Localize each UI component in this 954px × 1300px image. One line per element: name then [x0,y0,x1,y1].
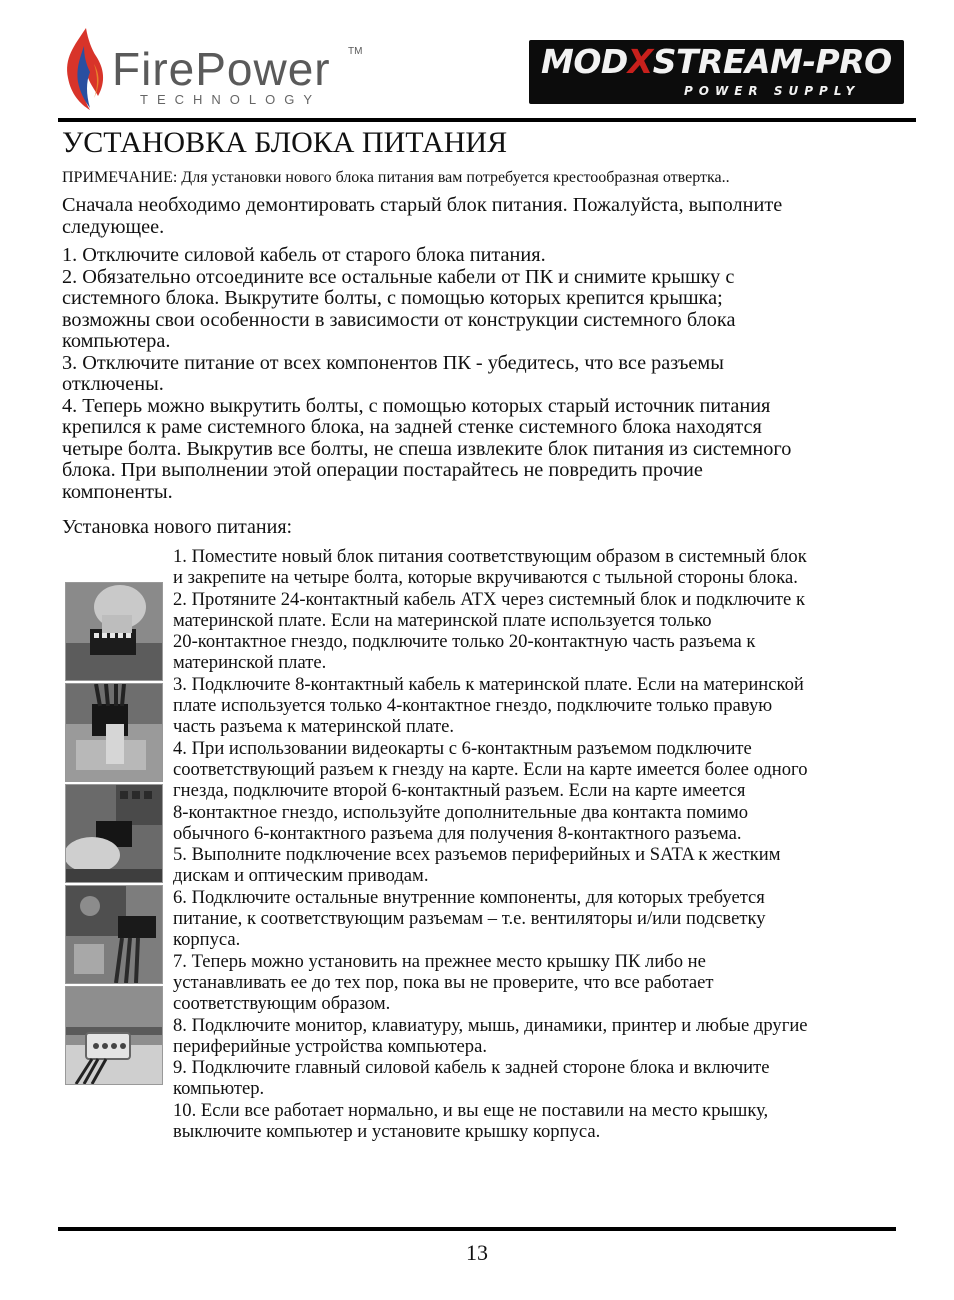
text-line: корпуса. [173,929,241,951]
text-line: компоненты. [62,480,173,503]
flame-icon [60,24,114,112]
text-line: 8-контактное гнездо, используйте дополнительные два контакта помимо [173,801,749,823]
trademark-mark: TM [348,46,363,57]
text-line: 7. Теперь можно установить на прежнее место крышку ПК либо не [173,950,706,972]
note-text: Для установки нового блока питания вам потребуется крестообразная отвертка.. [181,169,730,186]
text-line: соответствующим образом. [173,993,391,1015]
text-line: 1. Поместите новый блок питания соответствующим образом в системный блок [173,546,807,567]
text-line: четыре болта. Выкрутив все болты, не спеша извлеките блок питания из системного [62,437,792,460]
product-logo-x: X [627,42,653,81]
header-divider [58,118,916,122]
text-line: 5. Выполните подключение всех разъемов периферийных и SATA к жестким [173,844,781,866]
text-line: блока. При выполнении этой операции постарайтесь не повредить прочие [62,459,703,481]
text-line: возможны свои особенности в зависимости от конструкции системного блока [62,308,736,331]
text-line: отключены. [62,373,164,395]
text-line: 10. Если все работает нормально, и вы еще не поставили на место крышку, [173,1099,769,1121]
photo-molex-connector [65,986,163,1085]
firepower-logo [60,24,370,114]
product-logo [529,40,904,104]
photo-graphics-card-connector [65,784,163,883]
text-line: выключите компьютер и установите крышку корпуса. [173,1121,601,1143]
page-title: УСТАНОВКА БЛОКА ПИТАНИЯ [62,126,508,159]
text-line: 8. Подключите монитор, клавиатуру, мышь, динамики, принтер и любые другие [173,1014,808,1036]
text-line: и закрепите на четыре болта, которые вкручиваются с тыльной стороны блока. [173,567,798,589]
footer-divider [58,1227,896,1231]
product-logo-subtitle: POWER SUPPLY [684,84,861,98]
note-label: ПРИМЕЧАНИЕ: [62,169,178,186]
text-line: гнезда, подключите второй 6-контактный разъем. Если на карте имеется [173,780,746,802]
text-line: компьютера. [62,330,171,352]
text-line: часть разъема к материнской плате. [173,716,455,738]
removal-steps [62,245,912,503]
text-line: Сначала необходимо демонтировать старый блок питания. Пожалуйста, выполните [62,194,783,216]
note [62,169,730,187]
text-line: компьютер. [173,1078,265,1100]
text-line: питание, к соответствующим разъемам – т.е. вентиляторы и/или подсветку [173,908,766,930]
text-line: 4. При использовании видеокарты с 6-контактным разъемом подключите [173,737,752,759]
text-line: 20-контактное гнездо, подключите только 20-контактную часть разъема к [173,631,756,653]
text-line: 4. Теперь можно выкрутить болты, с помощью которых старый источник питания [62,394,771,417]
text-line: материнской плате. [173,652,327,674]
text-line: 2. Обязательно отсоедините все остальные кабели от ПК и снимите крышку с [62,265,735,288]
text-line: соответствующий разъем к гнезду на карте. Если на карте имеется более одного [173,758,808,780]
brand-wordmark: FirePower [112,43,331,95]
photo-sata-connector [65,885,163,984]
photo-atx-connector [65,582,163,681]
text-line: 1. Отключите силовой кабель от старого блока питания. [62,244,546,266]
brand-tagline: TECHNOLOGY [140,92,322,107]
text-line: устанавливать ее до тех пор, пока вы не проверите, что все работает [173,971,714,993]
text-line: следующее. [62,215,165,238]
install-steps [173,546,913,1142]
product-logo-title: MODXSTREAM-PRO [541,42,892,81]
page-number: 13 [466,1240,488,1265]
text-line: 2. Протяните 24-контактный кабель ATX через системный блок и подключите к [173,588,805,610]
text-line: 3. Подключите 8-контактный кабель к материнской плате. Если на материнской [173,673,804,695]
text-line: обычного 6-контактного разъема для получения 8-контактного разъема. [173,822,742,844]
text-line: материнской плате. Если на материнской плате используется только [173,609,712,631]
text-line: плате используется только 4-контактное гнездо, подключите только правую [173,695,773,717]
text-line: системного блока. Выкрутите болты, с помощью которых крепится крышка; [62,287,723,309]
text-line: 3. Отключите питание от всех компонентов ПК - убедитесь, что все разъемы [62,351,724,374]
text-line: дискам и оптическим приводам. [173,865,429,887]
text-line: 9. Подключите главный силовой кабель к задней стороне блока и включите [173,1057,770,1079]
intro-paragraph [62,195,912,238]
text-line: крепился к раме системного блока, на задней стенке системного блока находятся [62,416,762,438]
photo-8pin-connector [65,683,163,782]
install-heading: Установка нового питания: [62,516,293,538]
text-line: периферийные устройства компьютера. [173,1035,488,1057]
text-line: 6. Подключите остальные внутренние компоненты, для которых требуется [173,886,765,908]
